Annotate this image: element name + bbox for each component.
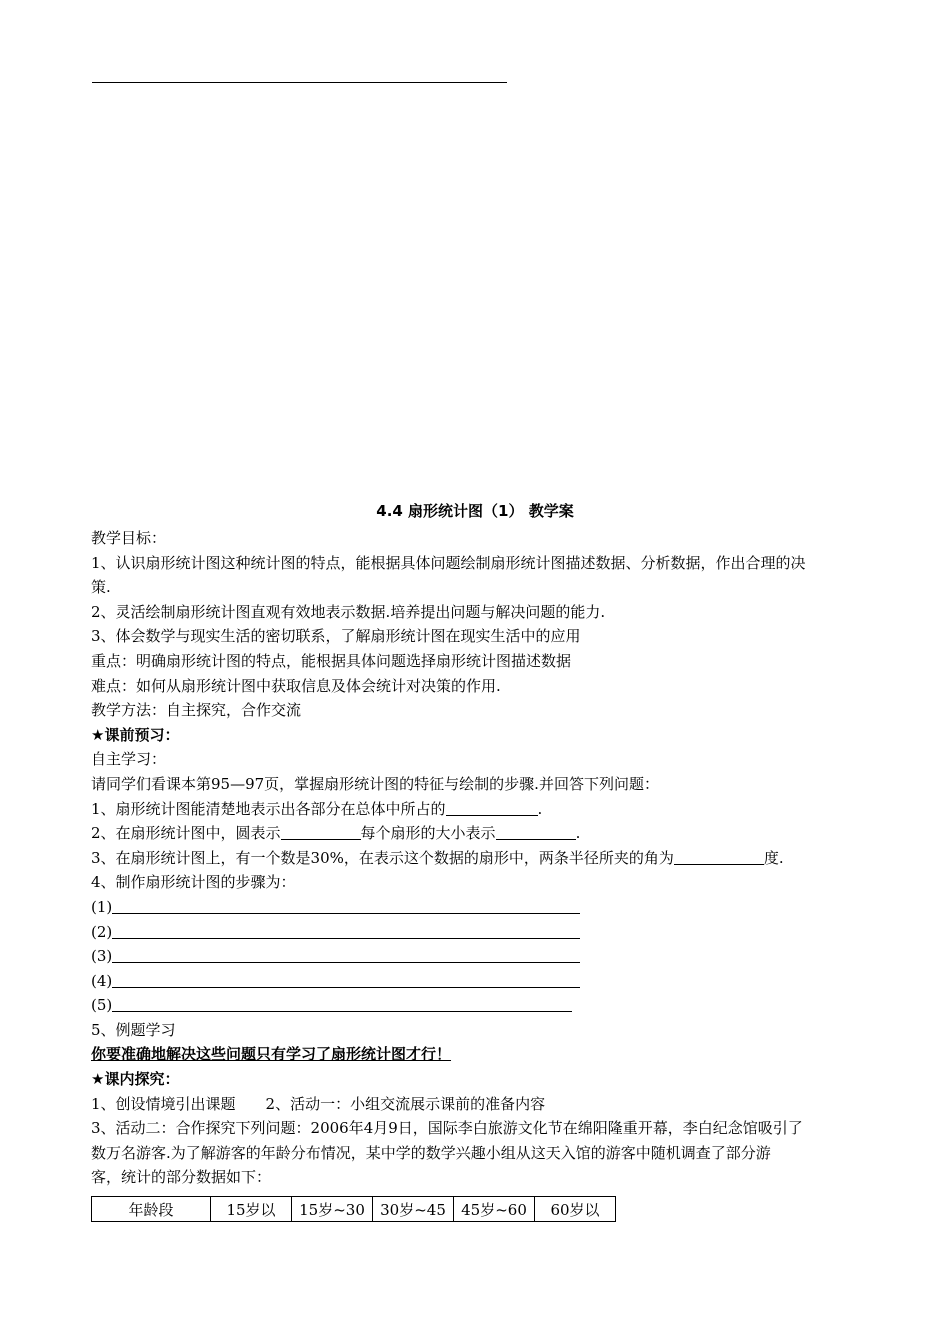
objectives-heading: 教学目标： <box>91 529 167 547</box>
step-label: (1) <box>91 897 113 916</box>
step-line <box>91 993 861 1018</box>
objective-1-line2: 策. <box>91 578 111 597</box>
question-1-text: 1、扇形统计图能清楚地表示出各部分在总体中所占的 <box>91 799 446 818</box>
question-1-end: . <box>537 799 543 818</box>
question-2-text: 2、在扇形统计图中，圆表示 <box>91 824 281 843</box>
objective-1-line1: 1、认识扇形统计图这种统计图的特点，能根据具体问题绘制扇形统计图描述数据、分析数据，作出合理的决 <box>91 553 806 572</box>
step-line <box>91 944 861 969</box>
activity-3-line3: 客，统计的部分数据如下： <box>91 1168 272 1187</box>
motivation-text: 你要准确地解决这些问题只有学习了扇形统计图才行！ <box>91 1045 452 1064</box>
objective-3: 3、体会数学与现实生活的密切联系，了解扇形统计图在现实生活中的应用 <box>91 627 581 646</box>
answer-blank-1[interactable] <box>446 799 538 816</box>
explore-heading: ★课内探究： <box>91 1070 180 1089</box>
step-label: (5) <box>91 996 113 1015</box>
question-1 <box>91 797 861 822</box>
self-study-label: 自主学习： <box>91 750 167 769</box>
age-table <box>91 1196 616 1222</box>
step-blank[interactable] <box>112 995 572 1012</box>
activity-3-line2: 数万名游客.为了解游客的年龄分布情况，某中学的数学兴趣小组从这天入馆的游客中随机调查了部分游 <box>91 1143 771 1162</box>
question-2-mid: 每个扇形的大小表示 <box>360 824 496 843</box>
question-3-text: 3、在扇形统计图上，有一个数是30%，在表示这个数据的扇形中，两条半径所夹的角为 <box>91 848 674 867</box>
step-line <box>91 920 861 945</box>
table-cell: 15岁以 <box>211 1197 292 1222</box>
objective-2: 2、灵活绘制扇形统计图直观有效地表示数据.培养提出问题与解决问题的能力. <box>91 602 606 621</box>
answer-blank-3[interactable] <box>674 848 764 865</box>
answer-blank-2b[interactable] <box>496 823 576 840</box>
question-4: 4、制作扇形统计图的步骤为： <box>91 873 296 892</box>
page-title: 4.4 扇形统计图（1） 教学案 <box>376 502 574 520</box>
step-label: (3) <box>91 947 113 966</box>
table-cell: 15岁~30 <box>292 1197 373 1222</box>
question-2 <box>91 821 861 846</box>
step-blank[interactable] <box>112 922 580 939</box>
step-blank[interactable] <box>112 946 580 963</box>
document-body <box>91 526 861 1190</box>
table-cell: 45岁~60 <box>454 1197 535 1222</box>
question-3-end: 度. <box>763 848 784 867</box>
activity-1: 1、创设情境引出课题 <box>91 1094 236 1113</box>
activity-2: 2、活动一：小组交流展示课前的准备内容 <box>265 1094 546 1113</box>
step-line <box>91 895 861 920</box>
instruction: 请同学们看课本第95—97页，掌握扇形统计图的特征与绘制的步骤.并回答下列问题： <box>91 774 659 793</box>
key-point: 重点：明确扇形统计图的特点，能根据具体问题选择扇形统计图描述数据 <box>91 651 572 670</box>
teaching-method: 教学方法：自主探究，合作交流 <box>91 701 302 720</box>
question-3 <box>91 846 861 871</box>
question-5: 5、例题学习 <box>91 1020 176 1039</box>
table-cell: 30岁~45 <box>373 1197 454 1222</box>
step-label: (4) <box>91 971 113 990</box>
activity-3-line1: 3、活动二：合作探究下列问题：2006年4月9日，国际李白旅游文化节在绵阳隆重开幕，李白纪念馆吸引了 <box>91 1119 803 1138</box>
activity-1-2 <box>91 1092 861 1117</box>
step-blank[interactable] <box>112 897 580 914</box>
step-blank[interactable] <box>112 971 580 988</box>
top-rule <box>92 82 507 83</box>
answer-blank-2a[interactable] <box>281 823 361 840</box>
step-label: (2) <box>91 922 113 941</box>
step-line <box>91 969 861 994</box>
question-2-end: . <box>575 824 581 843</box>
preview-heading: ★课前预习： <box>91 725 180 744</box>
table-header-cell: 年龄段 <box>92 1197 211 1222</box>
table-cell: 60岁以 <box>535 1197 616 1222</box>
difficulty: 难点：如何从扇形统计图中获取信息及体会统计对决策的作用. <box>91 676 501 695</box>
table-row <box>92 1197 616 1222</box>
